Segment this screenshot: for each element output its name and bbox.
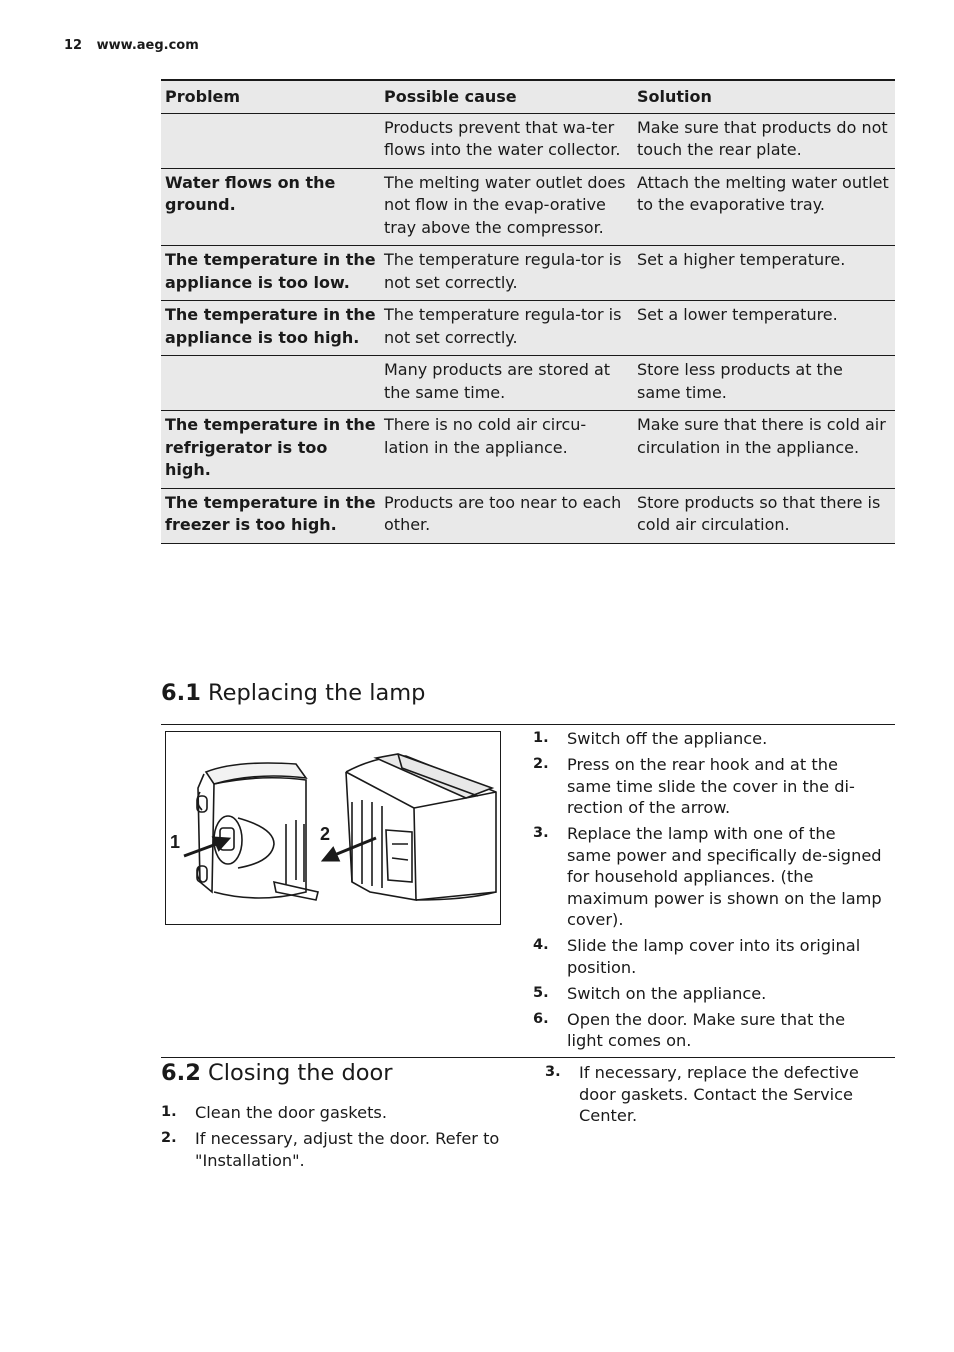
list-item (533, 983, 883, 1005)
figure-label-1: 1 (170, 832, 181, 852)
section-number: 6.1 (161, 680, 201, 706)
table-header-row (161, 80, 895, 113)
list-item (161, 1102, 501, 1124)
problem-cell (161, 356, 380, 411)
table-row (161, 168, 895, 246)
list-item (533, 728, 883, 750)
table-row (161, 411, 895, 489)
cause-cell: Products prevent that wa-ter flows into the water collector. (380, 113, 633, 168)
list-item (545, 1062, 885, 1127)
step-number: 3. (545, 1064, 561, 1080)
table-row (161, 356, 895, 411)
cause-cell: There is no cold air circu-lation in the appliance. (380, 411, 633, 489)
step-text: Clean the door gaskets. (195, 1103, 387, 1122)
table-row (161, 488, 895, 543)
column-header-solution: Solution (633, 80, 895, 113)
section-divider (161, 1057, 895, 1058)
list-item (533, 935, 883, 978)
list-item (533, 1009, 883, 1052)
step-number: 6. (533, 1010, 549, 1027)
list-item (161, 1128, 501, 1171)
step-text: Switch off the appliance. (567, 729, 768, 748)
solution-cell: Set a higher temperature. (633, 246, 895, 301)
section-heading-lamp (161, 680, 425, 706)
step-text: Replace the lamp with one of the same power and specifically de-signed for household appliances. (the maximum power is shown on the lamp cover). (567, 824, 882, 929)
website: www.aeg.com (96, 38, 199, 53)
list-item (533, 823, 883, 931)
solution-cell: Make sure that products do not touch the rear plate. (633, 113, 895, 168)
cause-cell: The temperature regula-tor is not set correctly. (380, 246, 633, 301)
section-title: Replacing the lamp (208, 680, 426, 706)
column-header-problem: Problem (161, 80, 380, 113)
step-number: 2. (161, 1130, 177, 1146)
step-text: Press on the rear hook and at the same time slide the cover in the di-rection of the arrow. (567, 755, 855, 817)
cause-cell: Products are too near to each other. (380, 488, 633, 543)
page-number: 12 (64, 38, 83, 53)
troubleshooting-table (161, 79, 895, 544)
problem-cell: Water flows on the ground. (161, 168, 380, 246)
solution-cell: Store products so that there is cold air circulation. (633, 488, 895, 543)
door-steps-list-left (161, 1102, 501, 1176)
problem-cell (161, 113, 380, 168)
lamp-replacement-illustration (165, 731, 501, 925)
step-text: Switch on the appliance. (567, 983, 767, 1003)
step-text: If necessary, replace the defective door gaskets. Contact the Service Center. (579, 1063, 859, 1125)
solution-cell: Set a lower temperature. (633, 301, 895, 356)
step-number: 5. (533, 984, 549, 1001)
step-number: 1. (533, 730, 549, 746)
lamp-steps-list (533, 728, 883, 1056)
lamp-cover-diagram (166, 732, 500, 924)
section-title: Closing the door (208, 1060, 393, 1086)
step-number: 1. (161, 1104, 177, 1120)
section-heading-door (161, 1060, 393, 1086)
problem-cell: The temperature in the appliance is too low. (161, 246, 380, 301)
step-number: 3. (533, 825, 549, 841)
step-number: 2. (533, 756, 549, 772)
cause-cell: The melting water outlet does not flow in the evap-orative tray above the compressor. (380, 168, 633, 246)
problem-cell: The temperature in the freezer is too high. (161, 488, 380, 543)
cause-cell: The temperature regula-tor is not set correctly. (380, 301, 633, 356)
solution-cell: Store less products at the same time. (633, 356, 895, 411)
step-text: Slide the lamp cover into its original position. (567, 936, 861, 977)
step-text: Open the door. Make sure that the light comes on. (567, 1009, 846, 1050)
page-header (64, 38, 199, 53)
door-steps-list-right (545, 1062, 885, 1131)
problem-cell: The temperature in the refrigerator is too high. (161, 411, 380, 489)
table-row (161, 301, 895, 356)
step-text: If necessary, adjust the door. Refer to "Installation". (195, 1129, 500, 1170)
section-divider (161, 724, 895, 725)
list-item (533, 754, 883, 819)
section-number: 6.2 (161, 1060, 201, 1086)
column-header-cause: Possible cause (380, 80, 633, 113)
step-number: 4. (533, 937, 549, 953)
table-row (161, 246, 895, 301)
table-row (161, 113, 895, 168)
cause-cell: Many products are stored at the same time. (380, 356, 633, 411)
figure-label-2: 2 (320, 824, 331, 844)
solution-cell: Make sure that there is cold air circulation in the appliance. (633, 411, 895, 489)
problem-cell: The temperature in the appliance is too high. (161, 301, 380, 356)
solution-cell: Attach the melting water outlet to the evaporative tray. (633, 168, 895, 246)
